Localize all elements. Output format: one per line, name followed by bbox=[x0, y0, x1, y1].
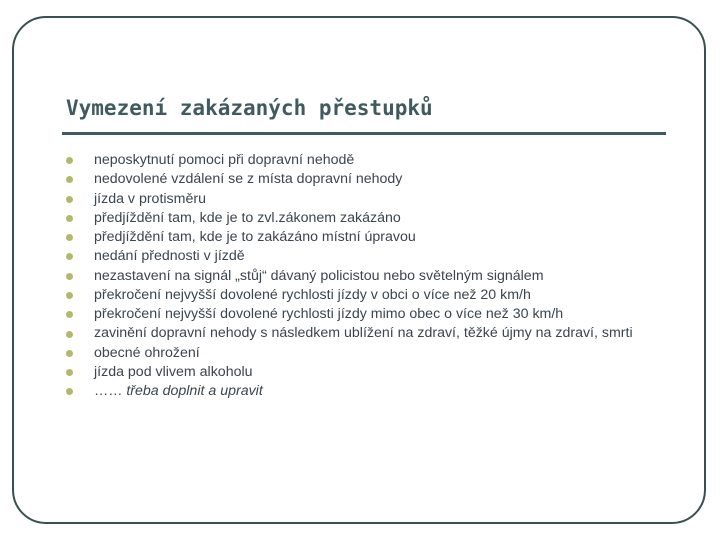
list-item bbox=[62, 151, 662, 170]
slide-title: Vymezení zakázaných přestupků bbox=[66, 96, 433, 120]
list-item-text: nedání přednosti v jízdě bbox=[94, 248, 245, 265]
list-item-text: předjíždění tam, kde je to zakázáno místní úpravou bbox=[94, 229, 416, 246]
bullet-icon bbox=[66, 253, 73, 260]
list-item bbox=[62, 170, 662, 189]
bullet-icon bbox=[66, 388, 73, 395]
list-item-text: jízda v protisměru bbox=[94, 190, 206, 207]
bullet-icon bbox=[66, 215, 73, 222]
list-item bbox=[62, 247, 662, 266]
list-item-text: překročení nejvyšší dovolené rychlosti jízdy v obci o více než 20 km/h bbox=[94, 287, 531, 304]
list-item-text: předjíždění tam, kde je to zvl.zákonem zakázáno bbox=[94, 209, 401, 226]
bullet-icon bbox=[66, 176, 73, 183]
bullet-icon bbox=[66, 273, 73, 280]
list-item bbox=[62, 267, 662, 286]
bullet-icon bbox=[66, 234, 73, 241]
list-item bbox=[62, 286, 662, 305]
bullet-icon bbox=[66, 311, 73, 318]
bullet-icon bbox=[66, 331, 73, 338]
list-item bbox=[62, 209, 662, 228]
list-item-text: nedovolené vzdálení se z místa dopravní nehody bbox=[94, 171, 403, 188]
list-item-text: zavinění dopravní nehody s následkem ublížení na zdraví, těžké újmy na zdraví, smrti bbox=[94, 324, 633, 341]
bullet-icon bbox=[66, 292, 73, 299]
list-item bbox=[62, 305, 662, 324]
list-item-text: třeba doplnit a upravit bbox=[126, 383, 263, 400]
bullet-icon bbox=[66, 196, 73, 203]
list-item-text: překročení nejvyšší dovolené rychlosti jízdy mimo obec o více než 30 km/h bbox=[94, 306, 564, 323]
list-item bbox=[62, 190, 662, 209]
list-item-text: nezastavení na signál „stůj“ dávaný policistou nebo světelným signálem bbox=[94, 267, 544, 284]
list-item bbox=[62, 382, 662, 401]
list-item-text: neposkytnutí pomoci při dopravní nehodě bbox=[94, 152, 355, 168]
list-item-prefix: …… bbox=[94, 383, 127, 400]
list-item bbox=[62, 325, 662, 342]
bullet-icon bbox=[66, 369, 73, 376]
bullet-icon bbox=[66, 157, 73, 164]
list-item-text: obecné ohrožení bbox=[94, 344, 200, 361]
list-item bbox=[62, 228, 662, 247]
title-underline bbox=[62, 132, 666, 135]
list-item bbox=[62, 344, 662, 363]
list-item-text: jízda pod vlivem alkoholu bbox=[94, 363, 253, 380]
bullet-list bbox=[62, 151, 662, 402]
list-item bbox=[62, 363, 662, 382]
bullet-icon bbox=[66, 350, 73, 357]
